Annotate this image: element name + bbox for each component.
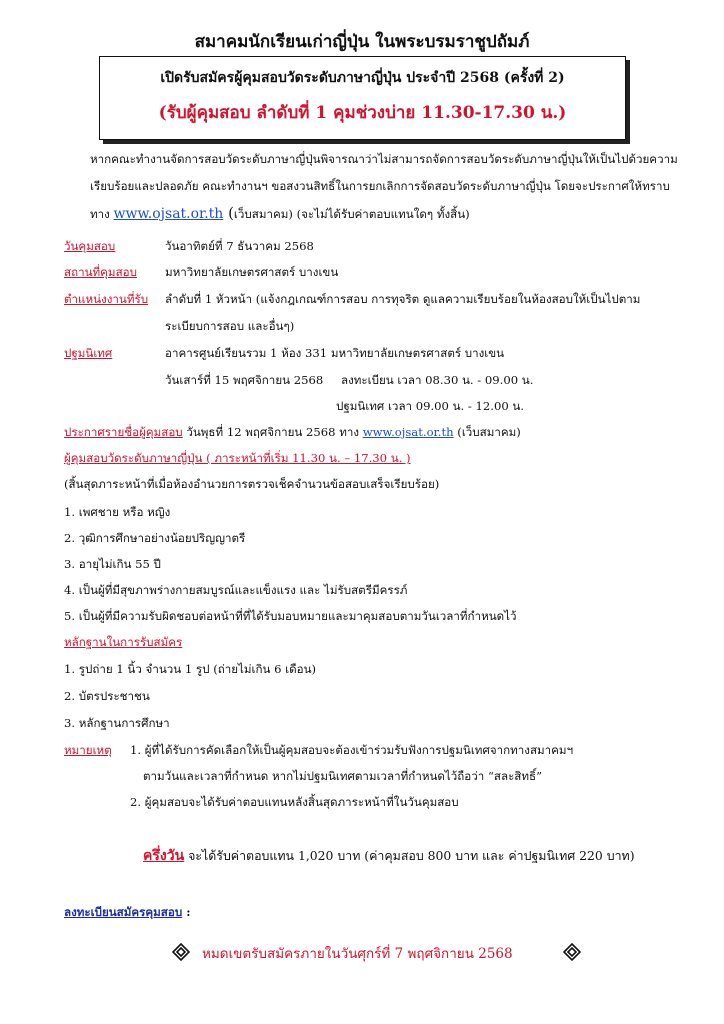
diamond-icon-right	[563, 943, 581, 961]
orientation-label: ปฐมนิเทศ	[64, 346, 113, 360]
title-box	[99, 56, 626, 140]
orientation-date: วันเสาร์ที่ 15 พฤศจิกายน 2568	[165, 373, 324, 387]
position-value-2: ระเบียบการสอบ และอื่นๆ)	[165, 319, 295, 333]
orientation-registration: ลงทะเบียน เวลา 08.30 น. - 09.00 น.	[341, 373, 534, 387]
qualifications-heading: ผู้คุมสอบวัดระดับภาษาญี่ปุ่น ( ภาระหน้าที่เริ่ม 11.30 น. – 17.30 น. )	[64, 451, 411, 465]
payment-value: จะได้รับค่าตอบแทน 1,020 บาท (ค่าคุมสอบ 800 บาท และ ค่าปฐมนิเทศ 220 บาท)	[184, 848, 635, 863]
venue-row	[64, 262, 137, 282]
announce-row	[64, 422, 521, 442]
qualification-item-4: 4. เป็นผู้ที่มีสุขภาพร่างกายสมบูรณ์และแข็งแรง และ ไม่รับสตรีมีครรภ์	[64, 583, 408, 597]
orientation-location: อาคารศูนย์เรียนรวม 1 ห้อง 331 มหาวิทยาลัยเกษตรศาสตร์ บางเขน	[165, 346, 505, 360]
qualification-item-1: 1. เพศชาย หรือ หญิง	[64, 505, 171, 519]
payment-row	[143, 846, 635, 866]
intro-line-2: เรียบร้อยและปลอดภัย คณะทำงานฯ ขอสงวนสิทธิ์ในการยกเลิกการจัดสอบวัดระดับภาษาญี่ปุ่น โดยจะประกาศให้ทราบ	[90, 179, 670, 193]
payment-label: ครึ่งวัน	[143, 848, 185, 864]
announce-label: ประกาศรายชื่อผู้คุมสอบ	[64, 425, 183, 439]
intro-line-3-post: เว็บสมาคม) (จะไม่ได้รับค่าตอบแทนใดๆ ทั้งสิ้น)	[233, 207, 470, 221]
recruitment-subtitle: (รับผู้คุมสอบ ลำดับที่ 1 คุมช่วงบ่าย 11.30-17.30 น.)	[158, 103, 567, 123]
exam-date-label: วันคุมสอบ	[64, 239, 116, 253]
announce-value-pre: วันพุธที่ 12 พฤศจิกายน 2568 ทาง	[182, 425, 363, 439]
exam-date-row	[64, 236, 115, 256]
remark-1-line-2: ตามวันและเวลาที่กำหนด หากไม่ปฐมนิเทศตามเวลาที่กำหนดไว้ถือว่า “สละสิทธิ์”	[143, 769, 543, 783]
recruitment-title: เปิดรับสมัครผู้คุมสอบวัดระดับภาษาญี่ปุ่น ประจำปี 2568 (ครั้งที่ 2)	[160, 70, 565, 86]
remark-1-line-1: 1. ผู้ที่ได้รับการคัดเลือกให้เป็นผู้คุมสอบจะต้องเข้าร่วมรับฟังการปฐมนิเทศจากทางสมาคมฯ	[130, 743, 574, 757]
document-item-1: 1. รูปถ่าย 1 นิ้ว จำนวน 1 รูป (ถ่ายไม่เกิน 6 เดือน)	[64, 662, 317, 676]
diamond-icon-left	[172, 943, 190, 961]
orientation-time: ปฐมนิเทศ เวลา 09.00 น. - 12.00 น.	[336, 399, 525, 413]
remarks-label: หมายเหตุ	[64, 743, 112, 757]
document-item-3: 3. หลักฐานการศึกษา	[64, 716, 170, 730]
website-link[interactable]: www.ojsat.or.th	[113, 206, 224, 222]
position-label: ตำแหน่งงานที่รับ	[64, 292, 149, 306]
organization-title: สมาคมนักเรียนเก่าญี่ปุ่น ในพระบรมราชูปถัมภ์	[194, 32, 530, 52]
remark-2: 2. ผู้คุมสอบจะได้รับค่าตอบแทนหลังสิ้นสุดภาระหน้าที่ในวันคุมสอบ	[130, 795, 459, 809]
register-colon: :	[182, 905, 191, 919]
qualifications-note: (สิ้นสุดภาระหน้าที่เมื่อห้องอำนวยการตรวจเช็คจำนวนข้อสอบเสร็จเรียบร้อย)	[64, 477, 440, 491]
register-row	[64, 902, 191, 922]
intro-paren: (	[223, 204, 234, 222]
venue-value: มหาวิทยาลัยเกษตรศาสตร์ บางเขน	[165, 265, 339, 279]
intro-line-1: หากคณะทำงานจัดการสอบวัดระดับภาษาญี่ปุ่นพิจารณาว่าไม่สามารถจัดการสอบวัดระดับภาษาญี่ปุ่นให้เป็นไปด้วยความ	[90, 152, 678, 166]
venue-label: สถานที่คุมสอบ	[64, 265, 137, 279]
deadline-text: หมดเขตรับสมัครภายในวันศุกร์ที่ 7 พฤศจิกายน 2568	[202, 946, 513, 962]
intro-line-3	[90, 200, 690, 228]
exam-date-value: วันอาทิตย์ที่ 7 ธันวาคม 2568	[165, 239, 314, 253]
position-value-1: ลำดับที่ 1 หัวหน้า (แจ้งกฎเกณฑ์การสอบ การทุจริต ดูแลความเรียบร้อยในห้องสอบให้เป็นไปตาม	[165, 292, 641, 306]
register-label[interactable]: ลงทะเบียนสมัครคุมสอบ	[64, 905, 183, 919]
announce-website-link[interactable]: www.ojsat.or.th	[362, 425, 454, 439]
document-item-2: 2. บัตรประชาชน	[64, 689, 150, 703]
documents-heading: หลักฐานในการรับสมัคร	[64, 635, 183, 649]
qualification-item-5: 5. เป็นผู้ที่มีความรับผิดชอบต่อหน้าที่ที่ได้รับมอบหมายและมาคุมสอบตามวันเวลาที่กำหนดไว้	[64, 609, 517, 623]
position-row	[64, 289, 148, 309]
qualification-item-2: 2. วุฒิการศึกษาอย่างน้อยปริญญาตรี	[64, 531, 246, 545]
qualification-item-3: 3. อายุไม่เกิน 55 ปี	[64, 557, 161, 571]
intro-line-3-pre: ทาง	[90, 207, 114, 221]
intro-paragraph	[90, 146, 690, 228]
orientation-row	[64, 343, 112, 363]
remarks-label-row	[64, 740, 112, 760]
announce-value-post: (เว็บสมาคม)	[453, 425, 521, 439]
